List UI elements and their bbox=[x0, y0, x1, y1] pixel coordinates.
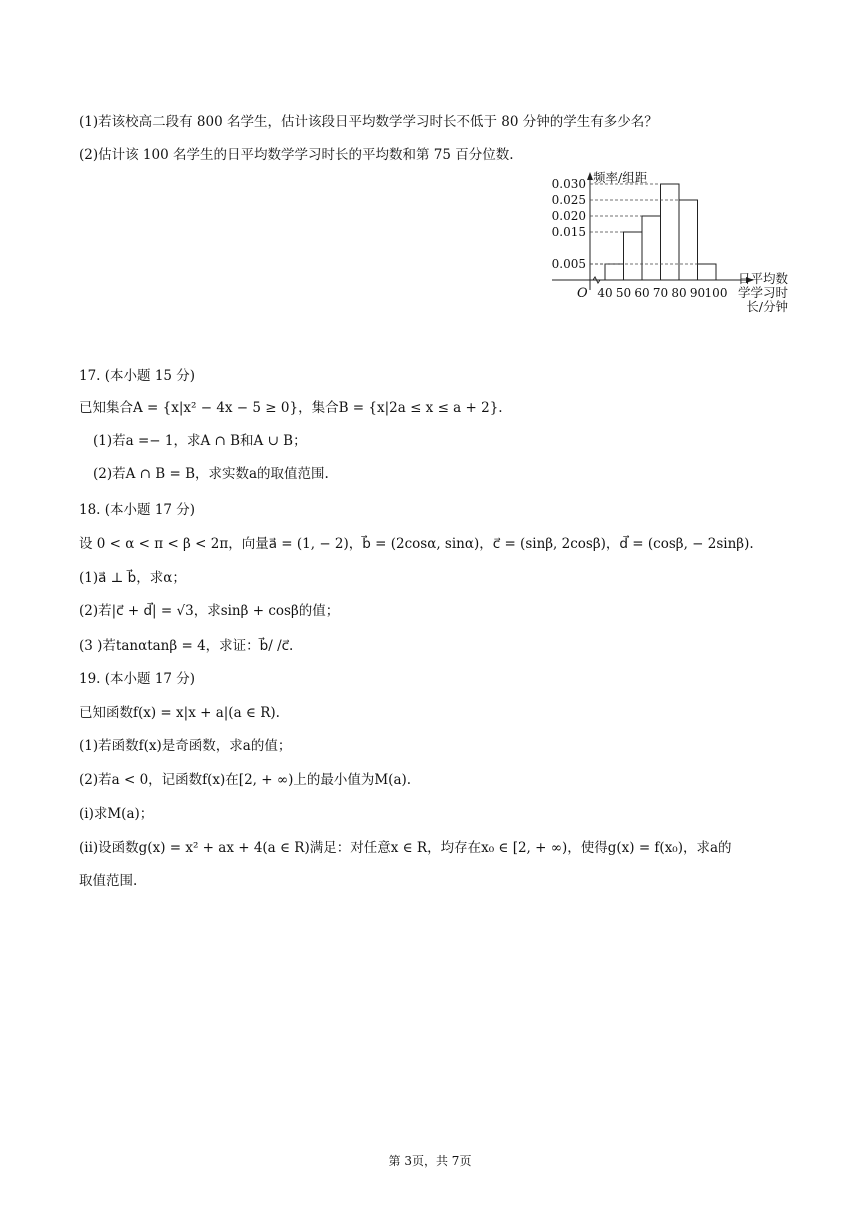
histogram-bar bbox=[642, 216, 661, 280]
x-tick-label: 100 bbox=[704, 286, 728, 300]
histogram-chart bbox=[540, 166, 800, 336]
x-tick-label: 50 bbox=[615, 286, 632, 300]
line-q18-stem: 设 0 < α < π < β < 2π，向量a⃗ = (1, − 2)，b⃗ = (2cosα, sinα)，c⃗ = (sinβ, 2cosβ)，d⃗ = (cosβ, − 2sinβ). bbox=[79, 536, 754, 552]
line-q18-head: 18. (本小题 17 分) bbox=[79, 502, 196, 518]
line-q17-head: 17. (本小题 15 分) bbox=[79, 368, 196, 384]
y-tick-label: 0.025 bbox=[551, 193, 586, 207]
histogram-bar bbox=[698, 264, 717, 280]
line-q17-2: (2)若A ∩ B = B，求实数a的取值范围. bbox=[93, 466, 329, 482]
histogram-bar bbox=[661, 184, 680, 280]
x-tick-label: 90 bbox=[689, 286, 706, 300]
line-q19-head: 19. (本小题 17 分) bbox=[79, 671, 196, 687]
line-q19-2ii: (ii)设函数g(x) = x² + ax + 4(a ∈ R)满足：对任意x ∈ R，均存在x₀ ∈ [2, + ∞)，使得g(x) = f(x₀)，求a的 bbox=[79, 840, 732, 856]
x-axis-label: 长/分钟 bbox=[746, 299, 788, 314]
line-q17-stem: 已知集合A = {x|x² − 4x − 5 ≥ 0}，集合B = {x|2a ≤ x ≤ a + 2}. bbox=[79, 400, 503, 416]
line-q16-1: (1)若该校高二段有 800 名学生，估计该段日平均数学学习时长不低于 80 分钟的学生有多少名？ bbox=[79, 114, 658, 130]
histogram-bar bbox=[605, 264, 624, 280]
x-axis-label: 日平均数 bbox=[737, 271, 788, 286]
line-q18-3: (3 )若tanαtanβ = 4，求证：b⃗/ /c⃗. bbox=[79, 638, 294, 654]
line-q19-2i: (i)求M(a)； bbox=[79, 806, 154, 822]
origin-label: O bbox=[577, 286, 588, 301]
histogram-bar bbox=[624, 232, 643, 280]
x-tick-label: 40 bbox=[597, 286, 613, 300]
x-tick-label: 60 bbox=[634, 286, 650, 300]
x-tick-label: 70 bbox=[652, 286, 669, 300]
line-q18-1: (1)a⃗ ⊥ b⃗，求α； bbox=[79, 570, 186, 586]
line-q19-2ii-cont: 取值范围. bbox=[79, 873, 138, 889]
line-q19-1: (1)若函数f(x)是奇函数，求a的值； bbox=[79, 738, 292, 754]
histogram-bar bbox=[679, 200, 698, 280]
line-q18-2: (2)若|c⃗ + d⃗| = √3，求sinβ + cosβ的值； bbox=[79, 603, 340, 619]
x-axis-label: 学学习时 bbox=[737, 285, 788, 300]
line-q19-2: (2)若a < 0，记函数f(x)在[2, + ∞)上的最小值为M(a). bbox=[79, 772, 412, 788]
line-q16-2: (2)估计该 100 名学生的日平均数学学习时长的平均数和第 75 百分位数. bbox=[79, 147, 514, 163]
line-q17-1: (1)若a =− 1，求A ∩ B和A ∪ B； bbox=[93, 433, 307, 449]
y-tick-label: 0.005 bbox=[551, 257, 586, 271]
y-axis-label: 频率/组距 bbox=[593, 170, 648, 185]
x-tick-label: 80 bbox=[671, 286, 687, 300]
y-tick-label: 0.030 bbox=[551, 177, 586, 191]
y-tick-label: 0.020 bbox=[551, 209, 586, 223]
y-tick-label: 0.015 bbox=[551, 225, 586, 239]
page-footer: 第 3页，共 7页 bbox=[388, 1154, 472, 1168]
line-q19-stem: 已知函数f(x) = x|x + a|(a ∈ R). bbox=[79, 705, 280, 721]
